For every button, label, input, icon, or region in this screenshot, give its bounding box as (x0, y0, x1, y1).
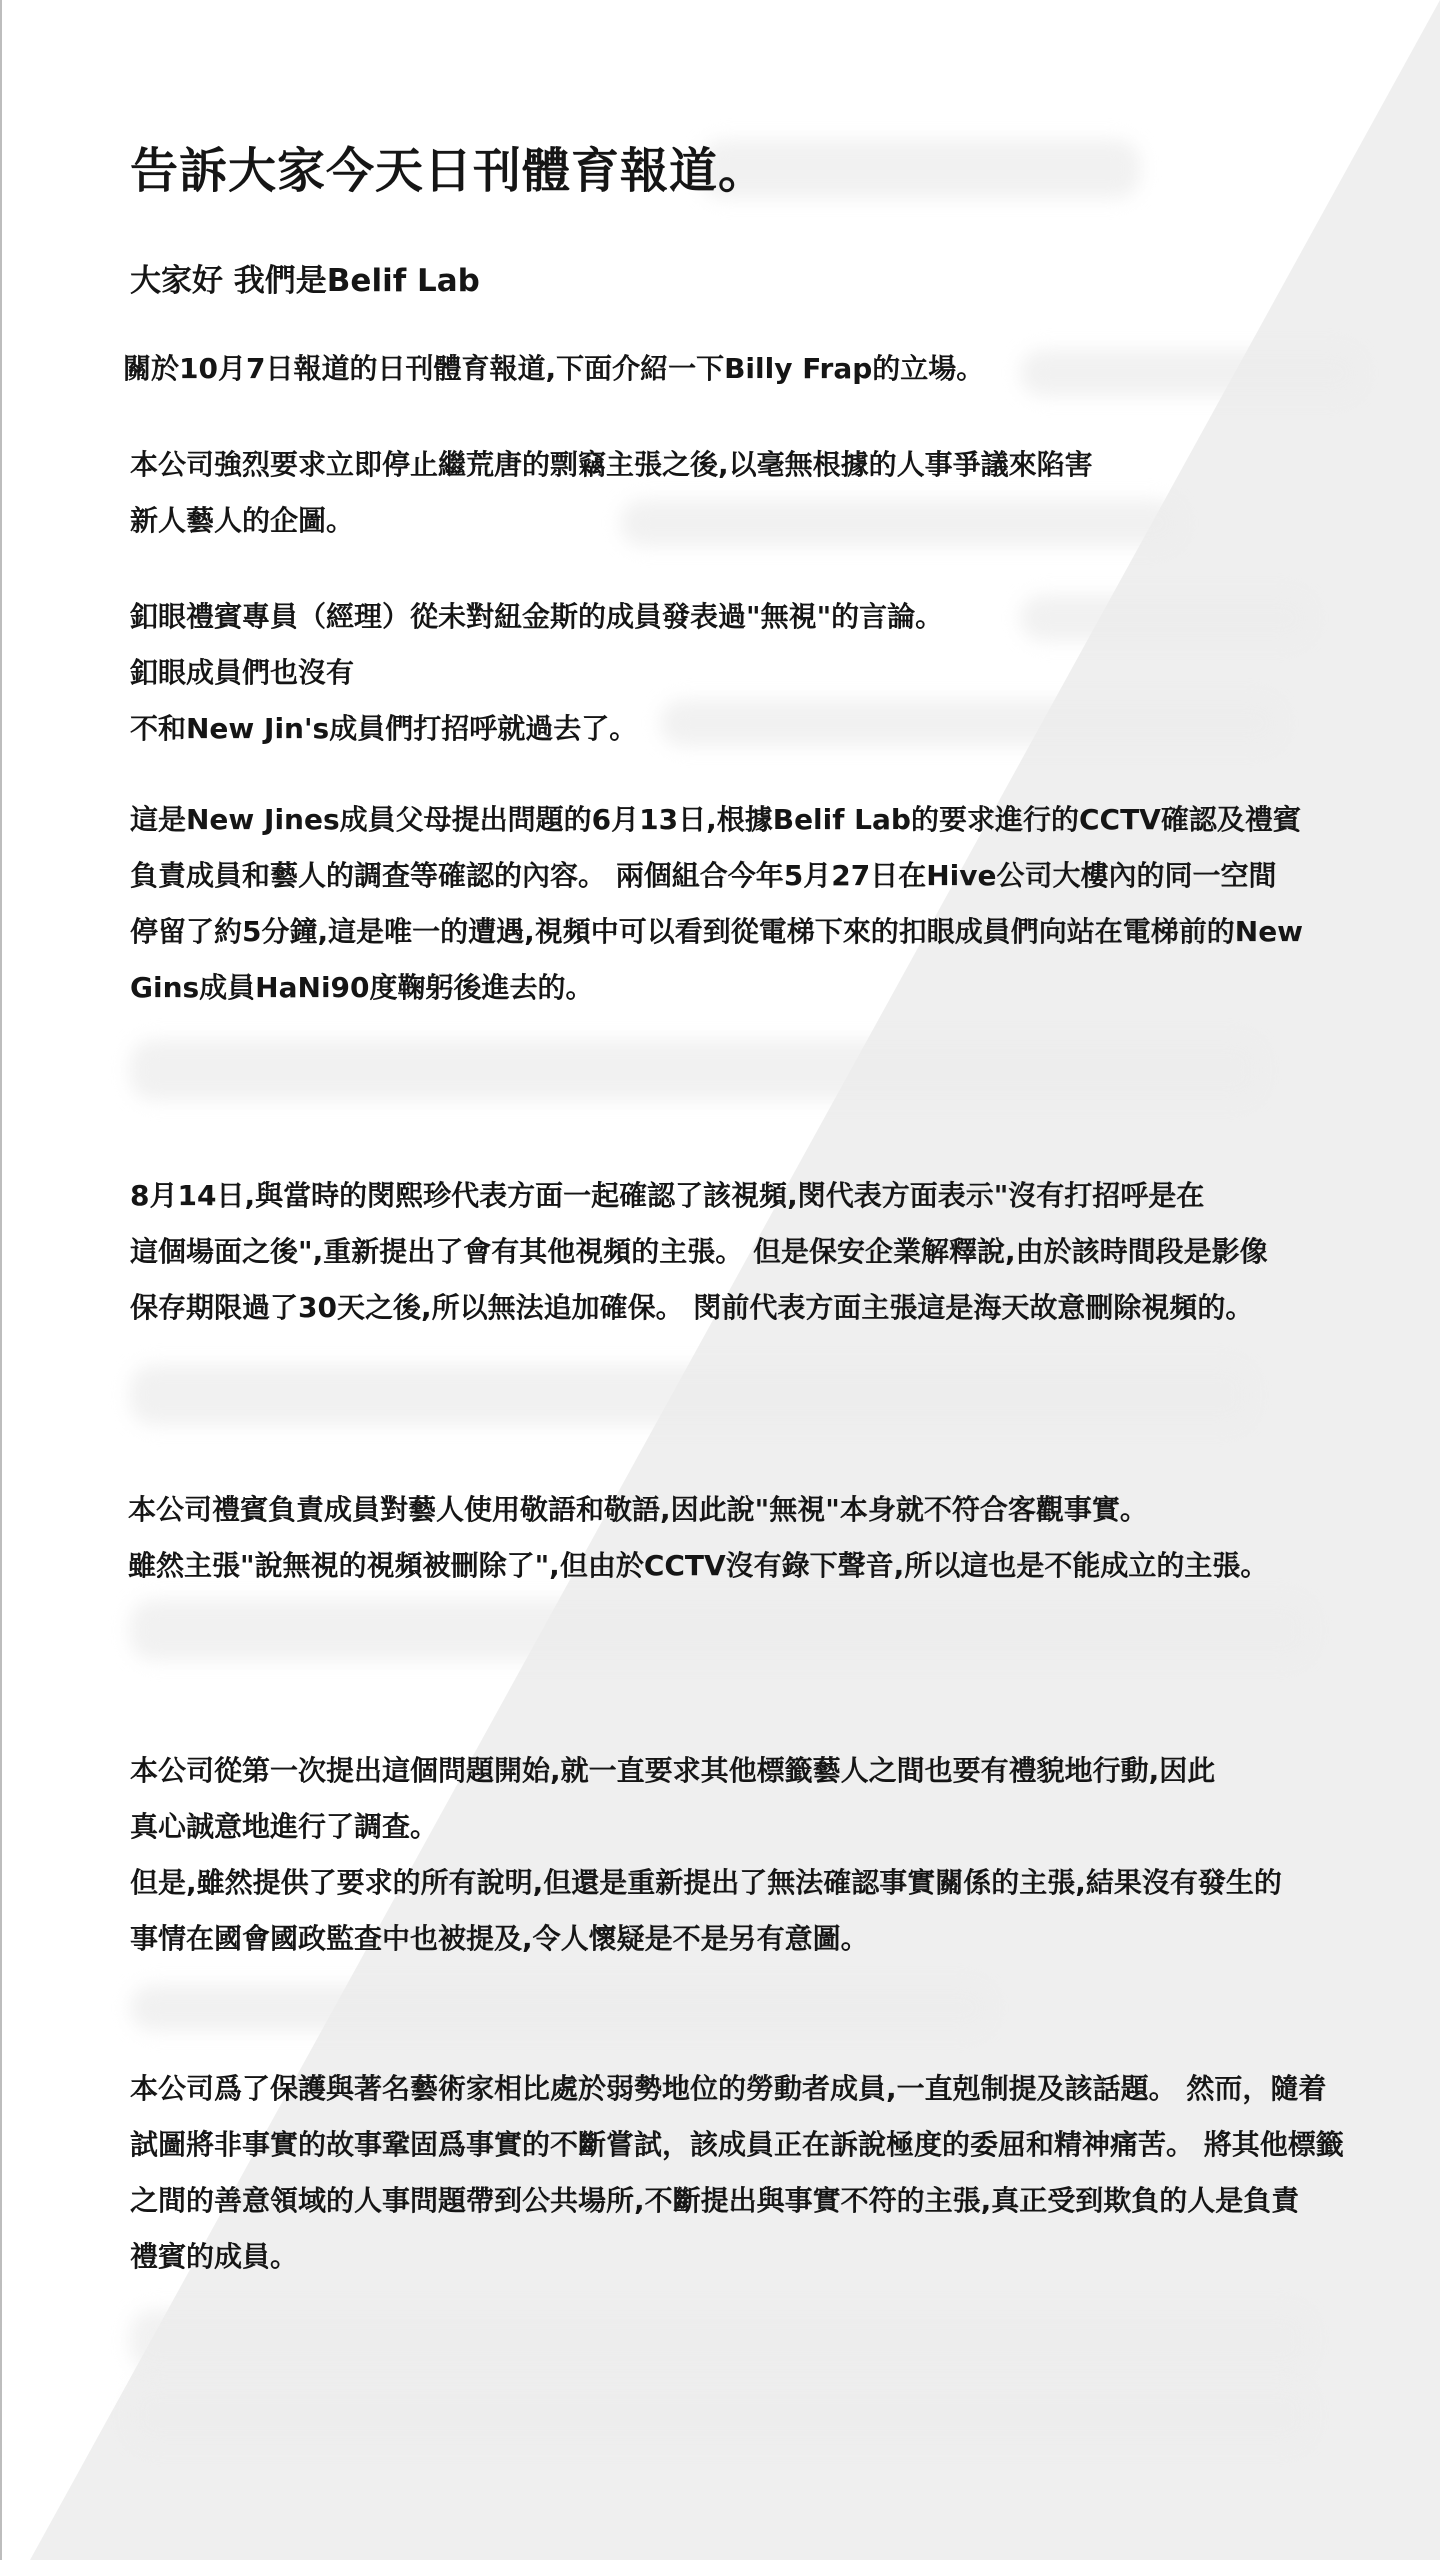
intro-line: 關於10月7日報道的日刊體育報道,下面介紹一下Billy Frap的立場。 (123, 352, 985, 385)
paragraph-line: 新人藝人的企圖。 (130, 504, 355, 537)
paragraph-line: 本公司從第一次提出這個問題開始,就一直要求其他標籤藝人之間也要有禮貌地行動,因此 (130, 1754, 1216, 1787)
paragraph-line: 不和New Jin's成員們打招呼就過去了。 (130, 712, 638, 745)
paragraph-line: 這是New Jines成員父母提出問題的6月13日,根據Belif Lab的要求進行的CCTV確認及禮賓 (130, 803, 1301, 836)
paragraph-line: 雖然主張"說無視的視頻被刪除了",但由於CCTV沒有錄下聲音,所以這也是不能成立的主張。 (128, 1549, 1269, 1582)
paragraph-line: 本公司爲了保護與著名藝術家相比處於弱勢地位的勞動者成員,一直剋制提及該話題。 然而，隨着 (130, 2072, 1327, 2105)
paragraph-line: 釦眼成員們也沒有 (130, 656, 355, 689)
paragraph-7 (130, 2061, 1344, 2285)
paragraph-line: 這個場面之後",重新提出了會有其他視頻的主張。 但是保安企業解釋說,由於該時間段是影像 (130, 1235, 1268, 1268)
paragraph-line: 釦眼禮賓專員（經理）從未對紐金斯的成員發表過"無視"的言論。 (130, 600, 944, 633)
paragraph-line: 之間的善意領域的人事問題帶到公共場所,不斷提出與事實不符的主張,真正受到欺負的人是負責 (130, 2184, 1300, 2217)
paragraph-line: 停留了約5分鐘,這是唯一的遭遇,視頻中可以看到從電梯下來的扣眼成員們向站在電梯前的New (130, 915, 1304, 948)
paragraph-line: 試圖將非事實的故事鞏固爲事實的不斷嘗試，該成員正在訴說極度的委屈和精神痛苦。 將其他標籤 (130, 2128, 1344, 2161)
paragraph-6 (130, 1743, 1282, 1967)
greeting-line: 大家好 我們是Belif Lab (130, 263, 480, 299)
paragraph-line: 禮賓的成員。 (130, 2240, 299, 2273)
paragraph-line: 負責成員和藝人的調查等確認的內容。 兩個組合今年5月27日在Hive公司大樓內的同一空間 (130, 859, 1277, 892)
paragraph-3 (130, 792, 1303, 1016)
paragraph-line: 本公司禮賓負責成員對藝人使用敬語和敬語,因此說"無視"本身就不符合客觀事實。 (128, 1493, 1148, 1526)
paragraph-line: 但是,雖然提供了要求的所有說明,但還是重新提出了無法確認事實關係的主張,結果沒有發生的 (130, 1866, 1282, 1899)
paragraph-line: 真心誠意地進行了調查。 (130, 1810, 439, 1843)
paragraph-line: 事情在國會國政監查中也被提及,令人懷疑是不是另有意圖。 (130, 1922, 869, 1955)
document-title: 告訴大家今天日刊體育報道。 (130, 143, 768, 199)
paragraph-line: 8月14日,與當時的閔熙珍代表方面一起確認了該視頻,閔代表方面表示"沒有打招呼是在 (130, 1179, 1205, 1212)
paragraph-2 (130, 589, 943, 757)
paragraph-5 (128, 1482, 1268, 1594)
paragraph-line: 本公司強烈要求立即停止繼荒唐的剽竊主張之後,以毫無根據的人事爭議來陷害 (130, 448, 1093, 481)
paragraph-4 (130, 1168, 1268, 1336)
paragraph-line: Gins成員HaNi90度鞠躬後進去的。 (130, 971, 594, 1004)
paragraph-1 (130, 437, 1093, 549)
paragraph-line: 保存期限過了30天之後,所以無法追加確保。 閔前代表方面主張這是海天故意刪除視頻的。 (130, 1291, 1254, 1324)
